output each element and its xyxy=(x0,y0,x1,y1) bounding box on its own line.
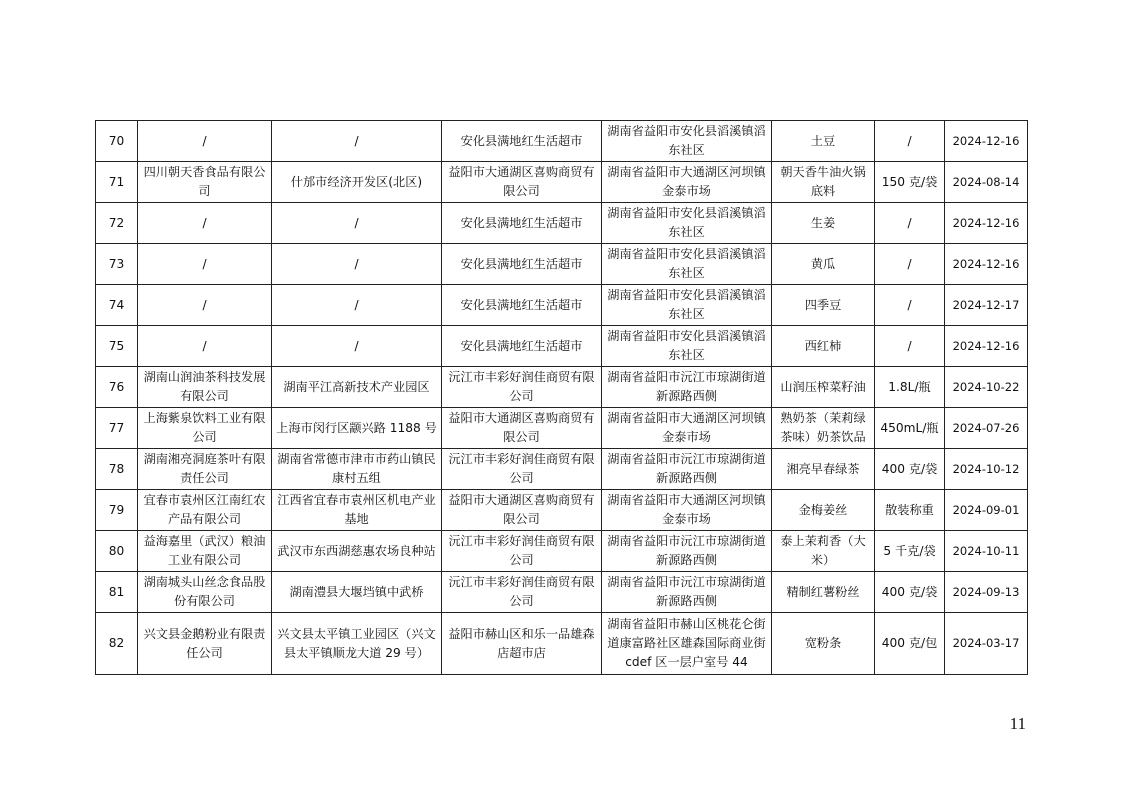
cell-product-name: 黄瓜 xyxy=(772,244,875,285)
table-row xyxy=(96,408,1028,449)
cell-seller: 益阳市大通湖区喜购商贸有限公司 xyxy=(442,408,602,449)
cell-manufacturer-address: / xyxy=(272,121,442,162)
cell-production-date: 2024-12-17 xyxy=(945,285,1028,326)
cell-specification: 散装称重 xyxy=(875,490,945,531)
cell-seller: 益阳市大通湖区喜购商贸有限公司 xyxy=(442,162,602,203)
cell-specification: 1.8L/瓶 xyxy=(875,367,945,408)
cell-manufacturer: / xyxy=(138,121,272,162)
cell-specification: 150 克/袋 xyxy=(875,162,945,203)
cell-row-number: 72 xyxy=(96,203,138,244)
table-row xyxy=(96,162,1028,203)
cell-specification: / xyxy=(875,121,945,162)
cell-production-date: 2024-12-16 xyxy=(945,121,1028,162)
table-row xyxy=(96,203,1028,244)
cell-seller: 安化县满地红生活超市 xyxy=(442,285,602,326)
cell-manufacturer-address: / xyxy=(272,244,442,285)
cell-production-date: 2024-09-13 xyxy=(945,572,1028,613)
cell-specification: / xyxy=(875,326,945,367)
table-row xyxy=(96,121,1028,162)
page-number: 11 xyxy=(1009,714,1026,733)
cell-seller-address: 湖南省益阳市沅江市琼湖街道新源路西侧 xyxy=(602,531,772,572)
cell-manufacturer: 湖南城头山丝念食品股份有限公司 xyxy=(138,572,272,613)
cell-manufacturer: 兴文县金鹅粉业有限责任公司 xyxy=(138,613,272,675)
cell-specification: / xyxy=(875,203,945,244)
cell-seller-address: 湖南省益阳市沅江市琼湖街道新源路西侧 xyxy=(602,572,772,613)
cell-specification: 400 克/袋 xyxy=(875,572,945,613)
cell-row-number: 82 xyxy=(96,613,138,675)
cell-manufacturer-address: 湖南澧县大堰垱镇中武桥 xyxy=(272,572,442,613)
cell-seller: 安化县满地红生活超市 xyxy=(442,203,602,244)
cell-manufacturer: 宜春市袁州区江南红农产品有限公司 xyxy=(138,490,272,531)
sampling-results-table xyxy=(95,120,1028,675)
cell-seller: 沅江市丰彩好润佳商贸有限公司 xyxy=(442,572,602,613)
cell-product-name: 朝天香牛油火锅底料 xyxy=(772,162,875,203)
cell-product-name: 熟奶茶（茉莉绿茶味）奶茶饮品 xyxy=(772,408,875,449)
cell-specification: / xyxy=(875,285,945,326)
cell-product-name: 湘亮早春绿茶 xyxy=(772,449,875,490)
cell-seller: 益阳市大通湖区喜购商贸有限公司 xyxy=(442,490,602,531)
cell-row-number: 75 xyxy=(96,326,138,367)
cell-manufacturer-address: 江西省宜春市袁州区机电产业基地 xyxy=(272,490,442,531)
cell-manufacturer-address: / xyxy=(272,203,442,244)
cell-seller: 沅江市丰彩好润佳商贸有限公司 xyxy=(442,449,602,490)
table-row xyxy=(96,244,1028,285)
cell-seller-address: 湖南省益阳市安化县滔溪镇滔东社区 xyxy=(602,203,772,244)
cell-seller: 安化县满地红生活超市 xyxy=(442,244,602,285)
cell-product-name: 山润压榨菜籽油 xyxy=(772,367,875,408)
cell-row-number: 77 xyxy=(96,408,138,449)
cell-seller-address: 湖南省益阳市赫山区桃花仑街道康富路社区雄森国际商业街 cdef 区一层户室号 44 xyxy=(602,613,772,675)
cell-row-number: 70 xyxy=(96,121,138,162)
cell-manufacturer: 湖南湘亮洞庭茶叶有限责任公司 xyxy=(138,449,272,490)
cell-manufacturer-address: 什邡市经济开发区(北区) xyxy=(272,162,442,203)
cell-product-name: 西红柿 xyxy=(772,326,875,367)
table-row xyxy=(96,531,1028,572)
cell-seller-address: 湖南省益阳市安化县滔溪镇滔东社区 xyxy=(602,121,772,162)
cell-seller: 沅江市丰彩好润佳商贸有限公司 xyxy=(442,531,602,572)
cell-row-number: 78 xyxy=(96,449,138,490)
table-row xyxy=(96,367,1028,408)
cell-manufacturer: / xyxy=(138,285,272,326)
cell-manufacturer: / xyxy=(138,326,272,367)
table-body xyxy=(96,121,1028,675)
cell-manufacturer-address: 湖南省常德市津市市药山镇民康村五组 xyxy=(272,449,442,490)
cell-manufacturer-address: 上海市闵行区颛兴路 1188 号 xyxy=(272,408,442,449)
cell-manufacturer: 湖南山润油茶科技发展有限公司 xyxy=(138,367,272,408)
cell-seller-address: 湖南省益阳市大通湖区河坝镇金泰市场 xyxy=(602,408,772,449)
cell-seller: 益阳市赫山区和乐一品雄森店超市店 xyxy=(442,613,602,675)
cell-product-name: 金梅姜丝 xyxy=(772,490,875,531)
cell-manufacturer-address: 武汉市东西湖慈惠农场良种站 xyxy=(272,531,442,572)
cell-manufacturer: / xyxy=(138,203,272,244)
cell-specification: 450mL/瓶 xyxy=(875,408,945,449)
cell-manufacturer-address: 兴文县太平镇工业园区（兴文县太平镇顺龙大道 29 号） xyxy=(272,613,442,675)
cell-seller: 安化县满地红生活超市 xyxy=(442,326,602,367)
cell-row-number: 79 xyxy=(96,490,138,531)
cell-row-number: 74 xyxy=(96,285,138,326)
table-row xyxy=(96,285,1028,326)
cell-product-name: 精制红薯粉丝 xyxy=(772,572,875,613)
cell-production-date: 2024-10-22 xyxy=(945,367,1028,408)
cell-row-number: 80 xyxy=(96,531,138,572)
cell-manufacturer: / xyxy=(138,244,272,285)
cell-seller-address: 湖南省益阳市安化县滔溪镇滔东社区 xyxy=(602,244,772,285)
cell-production-date: 2024-10-12 xyxy=(945,449,1028,490)
cell-specification: 400 克/包 xyxy=(875,613,945,675)
cell-production-date: 2024-09-01 xyxy=(945,490,1028,531)
cell-specification: 5 千克/袋 xyxy=(875,531,945,572)
cell-production-date: 2024-12-16 xyxy=(945,244,1028,285)
cell-row-number: 76 xyxy=(96,367,138,408)
cell-product-name: 生姜 xyxy=(772,203,875,244)
cell-production-date: 2024-08-14 xyxy=(945,162,1028,203)
cell-seller-address: 湖南省益阳市大通湖区河坝镇金泰市场 xyxy=(602,490,772,531)
cell-specification: / xyxy=(875,244,945,285)
cell-production-date: 2024-12-16 xyxy=(945,326,1028,367)
cell-seller: 安化县满地红生活超市 xyxy=(442,121,602,162)
cell-manufacturer: 益海嘉里（武汉）粮油工业有限公司 xyxy=(138,531,272,572)
table-row xyxy=(96,613,1028,675)
cell-seller-address: 湖南省益阳市安化县滔溪镇滔东社区 xyxy=(602,285,772,326)
cell-production-date: 2024-03-17 xyxy=(945,613,1028,675)
table-row xyxy=(96,572,1028,613)
cell-row-number: 73 xyxy=(96,244,138,285)
cell-product-name: 四季豆 xyxy=(772,285,875,326)
cell-seller-address: 湖南省益阳市沅江市琼湖街道新源路西侧 xyxy=(602,449,772,490)
cell-specification: 400 克/袋 xyxy=(875,449,945,490)
cell-manufacturer-address: / xyxy=(272,285,442,326)
cell-product-name: 土豆 xyxy=(772,121,875,162)
cell-production-date: 2024-07-26 xyxy=(945,408,1028,449)
cell-manufacturer-address: / xyxy=(272,326,442,367)
table-row xyxy=(96,449,1028,490)
cell-seller-address: 湖南省益阳市沅江市琼湖街道新源路西侧 xyxy=(602,367,772,408)
cell-row-number: 81 xyxy=(96,572,138,613)
cell-seller: 沅江市丰彩好润佳商贸有限公司 xyxy=(442,367,602,408)
table-row xyxy=(96,326,1028,367)
cell-seller-address: 湖南省益阳市安化县滔溪镇滔东社区 xyxy=(602,326,772,367)
cell-product-name: 宽粉条 xyxy=(772,613,875,675)
cell-product-name: 泰上茉莉香（大米） xyxy=(772,531,875,572)
cell-row-number: 71 xyxy=(96,162,138,203)
cell-manufacturer: 上海紫泉饮料工业有限公司 xyxy=(138,408,272,449)
cell-production-date: 2024-10-11 xyxy=(945,531,1028,572)
cell-seller-address: 湖南省益阳市大通湖区河坝镇金泰市场 xyxy=(602,162,772,203)
cell-production-date: 2024-12-16 xyxy=(945,203,1028,244)
table-row xyxy=(96,490,1028,531)
cell-manufacturer: 四川朝天香食品有限公司 xyxy=(138,162,272,203)
cell-manufacturer-address: 湖南平江高新技术产业园区 xyxy=(272,367,442,408)
